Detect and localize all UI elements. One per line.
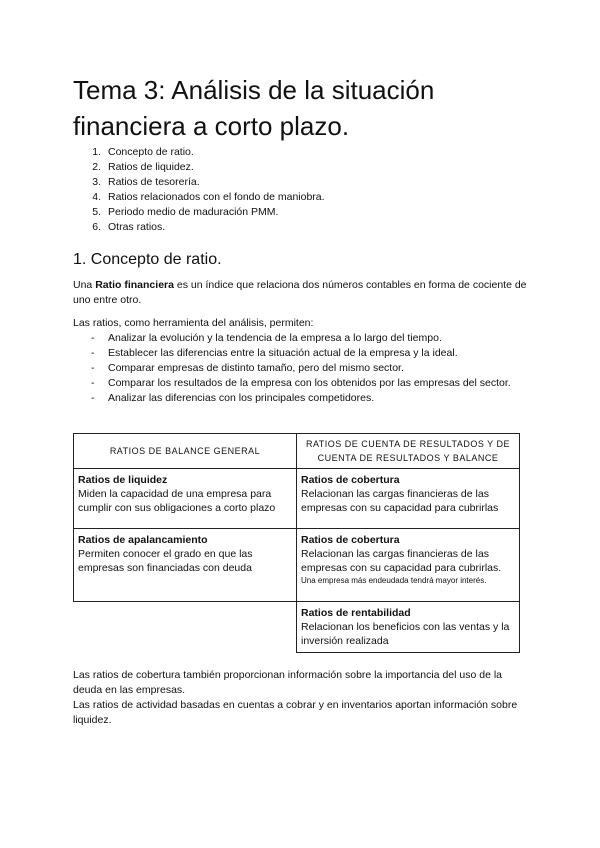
list-intro: Las ratios, como herramienta del análisis, permiten:: [73, 317, 314, 329]
cell-title: Ratios de apalancamiento: [78, 534, 208, 546]
toc-number: 3.: [92, 176, 101, 188]
bullet-marker: -: [91, 392, 95, 404]
bullet-text: Analizar las diferencias con los principales competidores.: [108, 392, 375, 404]
toc-label: Ratios de liquidez.: [108, 161, 194, 173]
definition-pre: Una: [73, 279, 96, 291]
table-row: [74, 602, 520, 653]
toc-number: 4.: [92, 191, 101, 203]
table-row: [74, 469, 520, 529]
bullet-text: Comparar empresas de distinto tamaño, pero del mismo sector.: [108, 362, 404, 374]
toc-label: Concepto de ratio.: [108, 146, 194, 158]
bullet-item: [73, 346, 533, 361]
table-cell: [297, 602, 520, 653]
cell-title: Ratios de liquidez: [78, 474, 168, 486]
cell-text: Relacionan los beneficios con las ventas y la inversión realizada: [301, 621, 510, 647]
cell-text: Relacionan las cargas financieras de las empresas con su capacidad para cubrirlas: [301, 488, 499, 514]
toc-label: Ratios relacionados con el fondo de maniobra.: [108, 191, 325, 203]
table-cell: [297, 469, 520, 529]
cell-title: Ratios de cobertura: [301, 534, 400, 546]
closing-paragraph: Las ratios de cobertura también proporcionan información sobre la importancia del uso de la deuda en las empresas.: [73, 669, 502, 696]
bullet-marker: -: [91, 347, 95, 359]
cell-text: Relacionan las cargas financieras de las empresas con su capacidad para cubrirlas.: [301, 548, 502, 574]
toc-item: [73, 190, 325, 205]
bullet-marker: -: [91, 377, 95, 389]
table-cell-empty: [74, 602, 297, 653]
bullet-text: Comparar los resultados de la empresa con los obtenidos por las empresas del sector.: [108, 377, 511, 389]
ratios-table: [73, 433, 520, 653]
table-cell: [74, 529, 297, 602]
table-header-cell: RATIOS DE CUENTA DE RESULTADOS Y DE CUENTA DE RESULTADOS Y BALANCE: [297, 434, 520, 469]
bullet-item: [73, 376, 533, 391]
definition-term: Ratio financiera: [95, 279, 174, 291]
table-header-cell: RATIOS DE BALANCE GENERAL: [74, 434, 297, 469]
toc-label: Ratios de tesorería.: [108, 176, 200, 188]
toc-number: 5.: [92, 206, 101, 218]
definition-paragraph: [73, 278, 533, 308]
toc-label: Otras ratios.: [108, 221, 166, 233]
closing-paragraph: Las ratios de actividad basadas en cuentas a cobrar y en inventarios aportan información sobre liquidez.: [73, 699, 518, 726]
toc-item: [73, 160, 325, 175]
bullet-item: [73, 331, 533, 346]
toc-item: [73, 205, 325, 220]
toc-number: 1.: [92, 146, 101, 158]
bullet-text: Establecer las diferencias entre la situación actual de la empresa y la ideal.: [108, 347, 458, 359]
bullet-text: Analizar la evolución y la tendencia de la empresa a lo largo del tiempo.: [108, 332, 442, 344]
bullet-item: [73, 361, 533, 376]
cell-note: Una empresa más endeudada tendrá mayor interés.: [301, 576, 487, 585]
table-cell: [74, 469, 297, 529]
cell-title: Ratios de rentabilidad: [301, 607, 411, 619]
table-header-row: [74, 434, 520, 469]
table-of-contents: [73, 145, 325, 235]
closing-paragraphs: [73, 668, 533, 728]
bullet-marker: -: [91, 362, 95, 374]
section-heading: 1. Concepto de ratio.: [73, 251, 222, 268]
bullet-marker: -: [91, 332, 95, 344]
cell-text: Miden la capacidad de una empresa para cumplir con sus obligaciones a corto plazo: [78, 488, 276, 514]
table-cell: [297, 529, 520, 602]
toc-number: 6.: [92, 221, 101, 233]
page-title: Tema 3: Análisis de la situación financiera a corto plazo.: [73, 75, 435, 141]
cell-title: Ratios de cobertura: [301, 474, 400, 486]
bullet-item: [73, 391, 533, 406]
table-row: [74, 529, 520, 602]
toc-number: 2.: [92, 161, 101, 173]
toc-item: [73, 220, 325, 235]
toc-item: [73, 145, 325, 160]
cell-text: Permiten conocer el grado en que las empresas son financiadas con deuda: [78, 548, 253, 574]
toc-item: [73, 175, 325, 190]
toc-label: Periodo medio de maduración PMM.: [108, 206, 279, 218]
bullet-list: [73, 331, 533, 406]
definition-post: es un índice que relaciona dos números contables en forma de cociente de uno entre otro.: [73, 279, 527, 306]
